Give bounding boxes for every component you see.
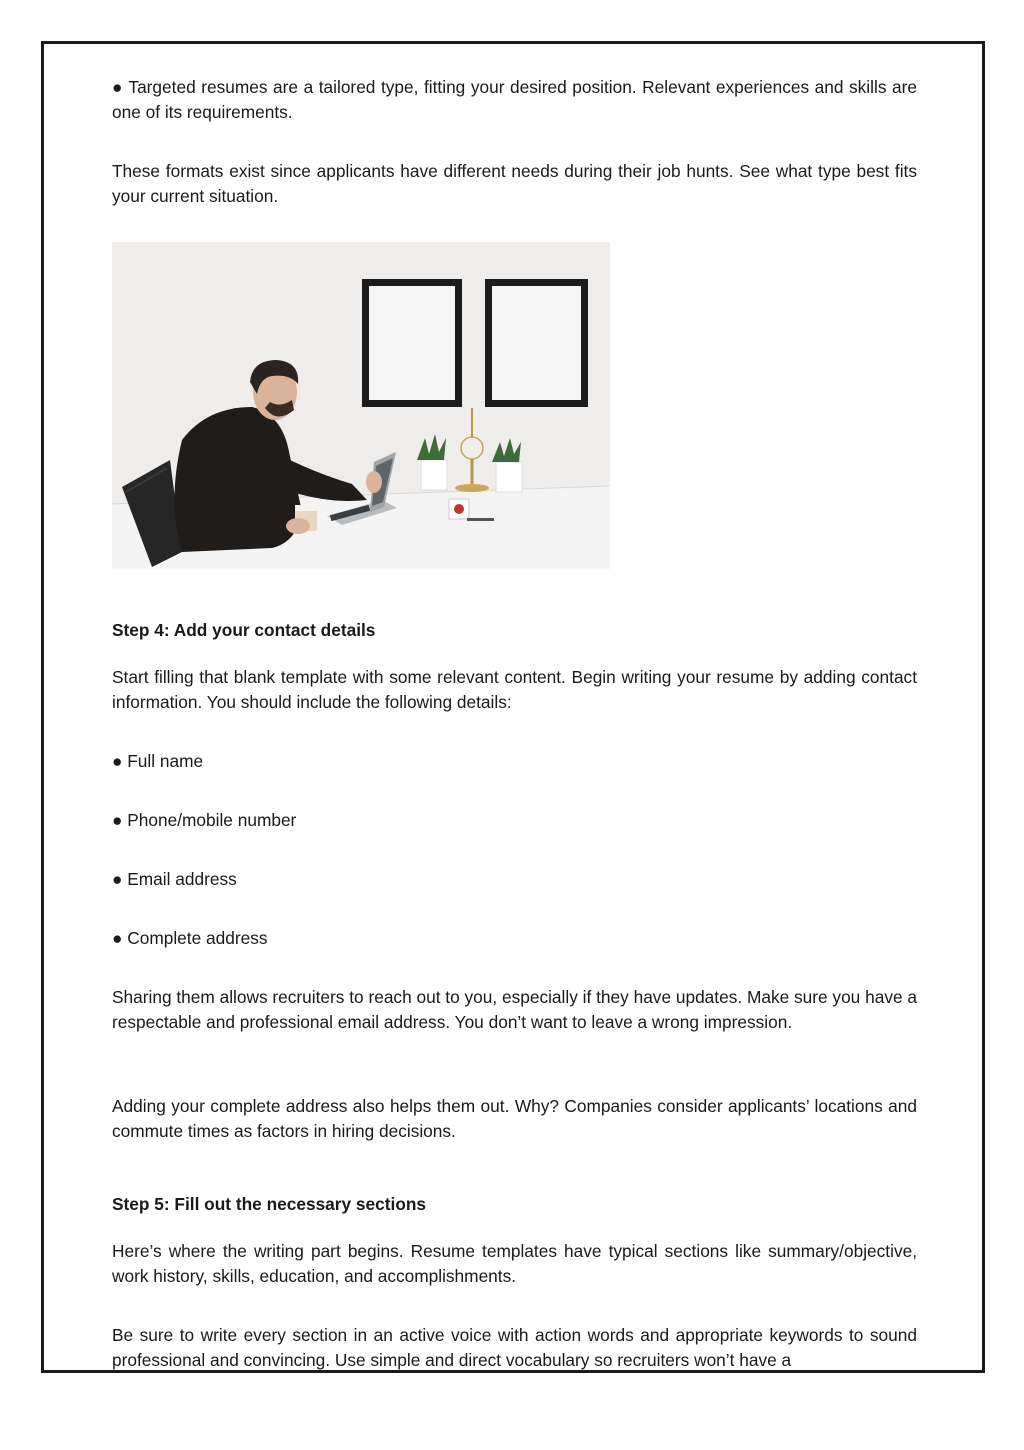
- man-at-laptop-photo: [112, 242, 610, 569]
- step4-heading: Step 4: Add your contact details: [112, 620, 376, 640]
- step4-intro-paragraph: Start filling that blank template with some relevant content. Begin writing your resume by adding contact information. You should include the following details:: [112, 667, 917, 712]
- step5-heading: Step 5: Fill out the necessary sections: [112, 1194, 427, 1214]
- address-paragraph: Adding your complete address also helps them out. Why? Companies consider applicants’ locations and commute times as factors in hiring decisions.: [112, 1096, 917, 1141]
- active-voice-paragraph: Be sure to write every section in an active voice with action words and appropriate keywords to sound professional and convincing. Use simple and direct vocabulary so recruiters won’t have a: [112, 1325, 917, 1370]
- step5-intro-paragraph: Here’s where the writing part begins. Resume templates have typical sections like summary/objective, work history, skills, education, and accomplishments.: [112, 1241, 917, 1286]
- formats-paragraph: These formats exist since applicants have different needs during their job hunts. See what type best fits your current situation.: [112, 161, 917, 206]
- contact-bullet-email: ● Email address: [112, 869, 237, 889]
- contact-bullet-phone: ● Phone/mobile number: [112, 810, 297, 830]
- contact-bullet-address: ● Complete address: [112, 928, 268, 948]
- sharing-paragraph: Sharing them allows recruiters to reach out to you, especially if they have updates. Make sure you have a respectable and professional email address. You don’t want to leave a wrong impression.: [112, 987, 917, 1032]
- document-page: [41, 41, 985, 1373]
- targeted-resume-bullet: ● Targeted resumes are a tailored type, fitting your desired position. Relevant experiences and skills are one of its requirements.: [112, 77, 917, 122]
- contact-bullet-full-name: ● Full name: [112, 751, 204, 771]
